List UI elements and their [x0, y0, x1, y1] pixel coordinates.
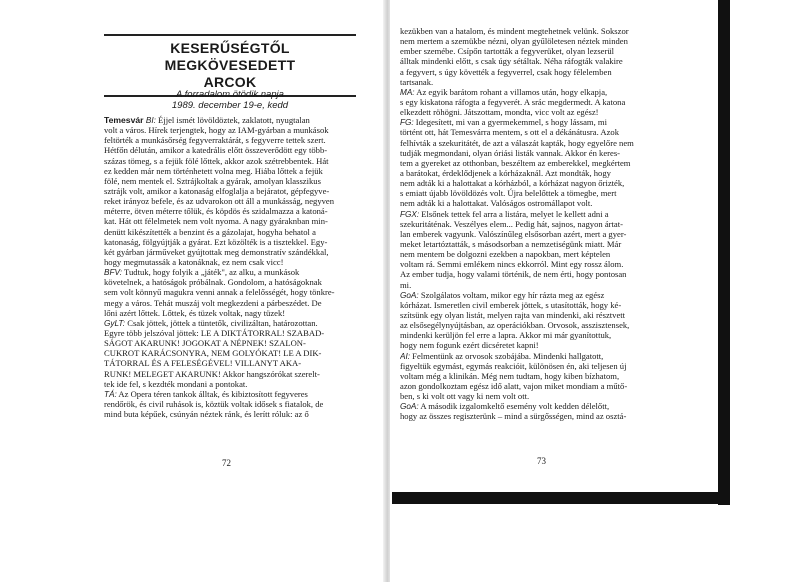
line-text: A második izgalomkeltő esemény volt kedden délelőtt, — [418, 401, 610, 412]
text-line — [400, 239, 684, 249]
text-line — [104, 166, 359, 176]
line-text: két gyárban járműveket gyújtottak meg demonstratív szándékkal, — [104, 246, 329, 257]
line-text: kat. Hát ott félelmetek nem volt nyoma. A nagy gyáraknban min- — [104, 216, 328, 227]
line-text: RUNK! MELEGET AKARUNK! Akkor hangszórókat szerelt- — [104, 368, 320, 379]
line-text: Hétfőn délután, amikor a katedrális előtt összeverődött egy több- — [104, 145, 328, 156]
text-line — [400, 269, 684, 279]
text-line — [104, 308, 359, 318]
text-line — [400, 361, 684, 371]
line-text: követelnek, a hatóságok próbálnak. Gondolom, a hatóságoknak — [104, 277, 322, 288]
line-text: felhívták a szekuritátét, de azt a válaszát kapták, hogy egyelőre nem — [400, 137, 634, 148]
page-number-left: 72 — [222, 458, 231, 468]
speaker-initials: MA: — [400, 87, 415, 97]
line-text: Felmentünk az orvosok szobájába. Mindenki hallgatott, — [410, 350, 604, 361]
speaker-initials: FGX: — [400, 209, 420, 219]
line-text: Éjjel ismét lövöldöztek, zaklatott, nyugtalan — [155, 115, 310, 125]
line-text: Az egyik barátom rohant a villamos után, hogy elkapja, — [414, 86, 608, 97]
line-text: denütt kikészítették a benzint és a gázolajat, hogyha behatol a — [104, 226, 316, 237]
line-text: nem mertem a szemükbe nézni, olyan gyűlöletesen néztek minden — [400, 36, 628, 47]
text-line — [104, 176, 359, 186]
text-line — [400, 107, 684, 117]
chapter-title — [104, 34, 356, 97]
text-line — [400, 117, 684, 127]
line-text: nem adták ki a halottakat. Valóságos ostromállapot volt. — [400, 198, 593, 209]
text-line — [104, 318, 359, 328]
line-text: tek ide fel, s kezdték mondani a pontokat. — [104, 378, 248, 389]
line-text: a barátokat, érdeklődjenek a kórházaknál. Azt mondták, hogy — [400, 167, 611, 178]
line-text: álltak mindenki előtt, s csak úgy sétáltak. Néha ráfogták valakire — [400, 56, 623, 67]
text-line — [104, 125, 359, 135]
line-text: mind buta képűek, csúnyán néztek ránk, és lerítt róluk: az ő — [104, 409, 309, 420]
text-line — [400, 209, 684, 219]
text-line — [400, 259, 684, 269]
text-line — [104, 287, 359, 297]
text-line — [104, 115, 359, 125]
line-text: tartsanak. — [400, 76, 434, 87]
speaker-initials: TÁ: — [104, 389, 117, 399]
line-text: CUKROT KARÁCSONYRA, NEM GOLYÓKAT! LE A DIK- — [104, 348, 322, 359]
text-line — [400, 371, 684, 381]
line-text: elkezdett röhögni. Játszottam, mondta, vicc volt az egész! — [400, 107, 599, 118]
line-text: Az ember tudja, hogy valami történik, de nem érti, hogy pontosan — [400, 269, 627, 280]
text-line — [400, 67, 684, 77]
page-shadow-vertical — [718, 0, 730, 505]
text-line — [104, 135, 359, 145]
line-text: sztrájk volt, amikor a katonaság elfoglalja a bejáratot, gépfegyve- — [104, 185, 330, 196]
line-text: megy a város. Tehát muszáj volt megkezdeni a párbeszédet. De — [104, 297, 322, 308]
text-line — [400, 26, 684, 36]
line-text: mindenki kerüljön fel erre a lapra. Akkor mi már gyanítottuk, — [400, 330, 612, 341]
line-text: volt a város. Hírek terjengtek, hogy az IAM-gyárban a munkások — [104, 125, 329, 136]
line-text: figyeltük egymást, egymás reakcióit, különösen én, aki teljesen új — [400, 360, 627, 371]
chapter-title-line-1: KESERŰSÉGTŐL MEGKÖVESEDETT — [164, 40, 296, 73]
speaker-initials: GoA: — [400, 290, 419, 300]
text-line — [400, 300, 684, 310]
text-line — [104, 267, 359, 277]
line-text: feltörték a munkásőrség fegyverraktárát, s fegyverre tettek szert. — [104, 135, 326, 146]
text-line — [400, 381, 684, 391]
text-line — [400, 138, 684, 148]
line-text: kórházat. Ismeretlen civil emberek jöttek, s utasították, hogy ké- — [400, 299, 622, 310]
line-text: fölé, nem mentek el. Sztrájkoltak a gyárak, amolyan klasszikus — [104, 175, 321, 186]
line-text: szítsünk egy olyan listát, melyen rajta van mindenki, aki résztvett — [400, 309, 626, 320]
line-text: lan emberek vagyunk. Valószínűleg elsősorban azért, mert a gyer- — [400, 228, 627, 239]
line-text: Szolgálatos voltam, mikor egy hír rázta meg az egész — [418, 289, 605, 300]
line-text: szekuritáténak. Veszélyes elem... Pedig hát, sajnos, nagyon ártat- — [400, 218, 623, 229]
speaker-initials: FG: — [400, 118, 414, 128]
text-line — [400, 229, 684, 239]
title-rule-top — [104, 34, 356, 36]
place-name: Temesvár — [104, 115, 146, 125]
line-text: az elsősegélynyújtásban, az operációkban. Orvosok, asszisztensek, — [400, 320, 630, 331]
line-text: Elsőnek tettek fel arra a listára, melyet le kellett adni a — [419, 208, 609, 219]
text-line — [400, 310, 684, 320]
text-line — [400, 46, 684, 56]
text-line — [400, 178, 684, 188]
text-line — [104, 156, 359, 166]
text-line — [104, 227, 359, 237]
line-text: rendőrök, és civil ruhások is, köztük voltak idősek s fiatalok, de — [104, 398, 324, 409]
left-body-text — [104, 115, 359, 419]
text-line — [104, 399, 359, 409]
text-line — [400, 249, 684, 259]
line-text: hogy nem fogunk ezért dicséretet kapni! — [400, 340, 539, 351]
line-text: reket irányoz befele, és az udvarokon ott áll a munkásság, negyven — [104, 196, 335, 207]
text-line — [104, 277, 359, 287]
text-line — [104, 237, 359, 247]
text-line — [400, 340, 684, 350]
line-text: TÁTORRAL ÉS A FELESÉGÉVEL! VILLANYT AKA- — [104, 358, 302, 369]
text-line — [104, 206, 359, 216]
line-text: sem volt könnyű magukra venni annak a felelősségét, hogy tönkre- — [104, 287, 335, 298]
right-body-text — [400, 26, 684, 421]
chapter-subtitle — [104, 89, 356, 111]
text-line — [400, 330, 684, 340]
speaker-initials: GyLT: — [104, 318, 126, 328]
line-text: Egyre több jelszóval jöttek: LE A DIKTÁTORRAL! SZABAD- — [104, 327, 325, 338]
speaker-initials: GoA: — [400, 402, 419, 412]
line-text: voltam még a klinikán. Még nem tudtam, hogy kiben bízhatom, — [400, 370, 620, 381]
text-line — [400, 56, 684, 66]
line-text: tudják megmondani, olyan óriási listák vannak. Akkor én keres- — [400, 147, 621, 158]
text-line — [400, 198, 684, 208]
line-text: kezükben van a hatalom, és mindent megtehetnek velünk. Sokszor — [400, 26, 629, 36]
left-page — [0, 0, 386, 582]
text-line — [104, 409, 359, 419]
line-text: ben, s ki volt ott vagy ki nem volt ott. — [400, 391, 530, 402]
line-text: hogy megmutassák a katonáknak, ez nem csak vicc! — [104, 256, 284, 267]
line-text: százas tömeg, s a fejük fölé lőttek, akkor azok szétrebbentek. Hát — [104, 155, 329, 166]
line-text: azon gondolkoztam egész idő alatt, vajon miket mondiam a műtő- — [400, 380, 628, 391]
subtitle-line-2: 1989. december 19-e, kedd — [171, 100, 289, 111]
text-line — [104, 145, 359, 155]
text-line — [400, 411, 684, 421]
line-text: tem a gyereket az otthonban, beszéltem az emberekkel, megkértem — [400, 157, 631, 168]
text-line — [400, 391, 684, 401]
text-line — [400, 320, 684, 330]
speaker-initials: BFV: — [104, 268, 123, 278]
text-line — [104, 379, 359, 389]
text-line — [104, 338, 359, 348]
line-text: Az Opera téren tankok álltak, és kibiztosított fegyveres — [116, 388, 308, 399]
text-line — [400, 127, 684, 137]
text-line — [104, 369, 359, 379]
line-text: s emiatt újabb lövöldözés volt. Újra belelőttek a tömegbe, mert — [400, 188, 617, 199]
line-text: történt ott, hát Temesvárra mentem, s ott el a dékánátusra. Azok — [400, 127, 620, 138]
text-line — [400, 77, 684, 87]
line-text: Idegesített, mi van a gyermekemmel, s hogy lássam, mi — [413, 117, 607, 128]
text-line — [400, 188, 684, 198]
text-line — [104, 257, 359, 267]
line-text: nem adták ki a halottakat a kórházból, a kórházat nagyon őrizték, — [400, 178, 625, 189]
text-line — [104, 298, 359, 308]
line-text: lőni azért lőttek. Lőttek, és tüzek voltak, nagy tüzek! — [104, 307, 286, 318]
subtitle-line-1: A forradalom ötödik napja — [176, 89, 284, 100]
line-text: SÁGOT AKARUNK! JOGOKAT A NÉPNEK! SZALON- — [104, 338, 306, 349]
text-line — [400, 290, 684, 300]
text-line — [104, 196, 359, 206]
text-line — [400, 148, 684, 158]
text-line — [104, 247, 359, 257]
text-line — [104, 348, 359, 358]
text-line — [400, 219, 684, 229]
line-text: s egy kiskatona ráfogta a fegyverét. A srác megdermedt. A katona — [400, 96, 626, 107]
line-text: nem mentem be dolgozni ezekben a napokban, mert képtelen — [400, 249, 611, 260]
line-text: Tudtuk, hogy folyik a „játék", az alku, a munkások — [122, 267, 300, 278]
page-number-right: 73 — [537, 456, 546, 466]
line-text: voltam rá. Semmi emlékem nincs ekkorról. Mint egy rossz álom. — [400, 259, 624, 270]
text-line — [400, 280, 684, 290]
line-text: meket letartóztatták, s másodsorban a nemzetiségünk miatt. Már — [400, 238, 622, 249]
line-text: hogy az összes regiszterünk – mind a sürgősségen, mind az osztá- — [400, 411, 627, 422]
speaker-initials: BI: — [145, 116, 156, 125]
text-line — [400, 36, 684, 46]
line-text: a fegyvert, s úgy követték a fegyverrel, csak hogy félelemben — [400, 66, 612, 77]
text-line — [400, 168, 684, 178]
text-line — [104, 389, 359, 399]
speaker-initials: AI: — [400, 351, 411, 361]
text-line — [104, 358, 359, 368]
line-text: ez kedden már nem történhetett volna meg. Hiába lőttek a fejük — [104, 165, 323, 176]
line-text: katonaság, fölgyújtják a gyárat. Ezt közölték is a tisztekkel. Egy- — [104, 236, 328, 247]
text-line — [400, 401, 684, 411]
text-line — [400, 97, 684, 107]
text-line — [104, 216, 359, 226]
page-shadow-horizontal — [392, 492, 730, 504]
line-text: méterre, ötven méterre tőlük, és köpdös és szidalmazza a katoná- — [104, 206, 328, 217]
text-line — [104, 328, 359, 338]
line-text: Csak jöttek, jöttek a tüntetők, civilizáltan, határozottan. — [125, 317, 318, 328]
text-line — [400, 351, 684, 361]
line-text: mi. — [400, 279, 412, 290]
text-line — [400, 158, 684, 168]
chapter-title-line-2: ARCOK — [203, 74, 257, 90]
line-text: ember szemébe. Csípőn tartották a fegyverüket, olyan lezserül — [400, 46, 615, 57]
text-line — [400, 87, 684, 97]
text-line — [104, 186, 359, 196]
